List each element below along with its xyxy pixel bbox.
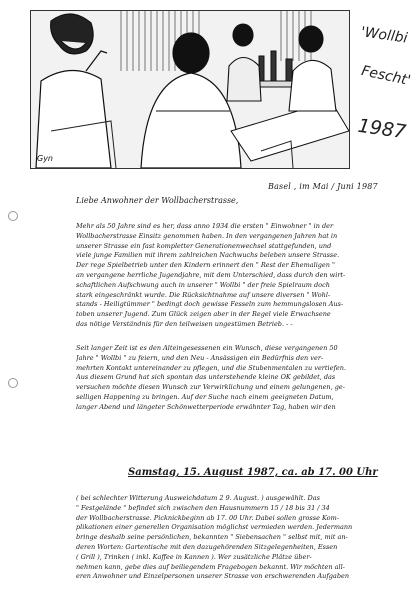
text-line: stark eingeschränkt wurde. Die Rücksichtnahme auf unsere diversen " Wohl- (76, 290, 331, 299)
text-line: Seit langer Zeit ist es den Alteingesessenen ein Wunsch, diese vergangenen 50 (76, 344, 338, 352)
salutation: Liebe Anwohner der Wollbacherstrasse, (76, 196, 239, 205)
event-date: Samstag, 15. August 1987, ca. ab 17. 00 Uhr (128, 467, 378, 478)
text-line: langer Abend und längeter Schönwetterperiode erwähnter Tag, haben wir den (76, 402, 336, 411)
handwritten-title-line1: 'Wollbi (359, 24, 409, 47)
text-line: stands - Heiligtümmer " bedingt doch gewisse Fesseln zum hemmungslosen Aus- (76, 300, 344, 309)
text-line: ( Grill ), Trinken ( inkl. Kaffee in Kannen ). Wer zusätzliche Plätze über- (76, 552, 312, 561)
handwritten-year: 1987 (356, 114, 408, 144)
text-line: Jahre " Wollbi " zu feiern, und den Neu - Ansässigen ein Bedürfnis den ver- (76, 353, 324, 362)
text-line: plikationen einer generellen Organisation möglichst vermieden werden. Jedermann (76, 523, 353, 532)
text-line: Mehr als 50 Jahre sind es her, dass anno 1934 die ersten " Einwohner " in der (76, 222, 334, 230)
text-line: mehrten Kontakt untereinander zu pflegen, und die Stubenmentalen zu vertiefen. (76, 363, 346, 372)
handwritten-title-line2: Fescht' (359, 63, 413, 90)
text-line: versuchen möchte diesen Wunsch zur Verwirklichung und einem gelungenen, ge- (76, 383, 345, 392)
text-line: Der rege Spielbetrieb unter den Kindern erinnert den " Rest der Ehemaligen " (76, 261, 336, 270)
text-line: nehmen kann, gebe dies auf beiliegendem Fragebogen bekannt. Wir möchten all- (76, 562, 345, 571)
illustration-signature: Gyn (37, 154, 54, 163)
text-line: an vergangene herrliche Jugendjahre, mit dem Unterschied, dass durch den wirt- (76, 270, 346, 279)
paragraph-details (76, 494, 394, 582)
text-line: " Festgelände " befindet sich zwischen den Hausnummern 15 / 18 bis 31 / 34 (76, 503, 330, 512)
text-line: toben unserer Jugend. Zum Glück zeigen aber in der Regel viele Erwachsene (76, 310, 331, 319)
text-line: selligen Happening zu bringen. Auf der Suche nach einem geeigneten Datum, (76, 392, 334, 401)
punch-hole-top (8, 211, 18, 221)
paragraph-history (76, 222, 394, 330)
paragraph-wish (76, 344, 394, 413)
text-line: Aus diesem Grund hat sich spontan das unterstehende kleine OK gebildet, das (76, 373, 336, 382)
text-line: schaftlichen Aufschwung auch in unserer " Wollbi " der freie Spielraum doch (76, 280, 330, 289)
text-line: der Wollbacherstrasse. Picknickbeginn ab 17. 00 Uhr. Dabei sollen grosse Kom- (76, 513, 339, 522)
text-line: deren Worten: Gartentische mit den dazugehörenden Sitzgelegenheiten, Essen (76, 542, 338, 551)
handwritten-title (343, 24, 419, 172)
party-scene-drawing (31, 11, 349, 168)
party-illustration (30, 10, 350, 169)
text-line: das nötige Verständnis für den teilweisen ungestümen Betrieb. - - (76, 319, 293, 328)
punch-hole-bottom (8, 378, 18, 388)
text-line: eren Anwohner und Einzelpersonen unserer Strasse von erschwerenden Aufgaben (76, 572, 350, 581)
text-line: Wollbacherstrasse Einsitz genommen haben. In den vergangenen Jahren hat in (76, 231, 338, 240)
text-line: ( bei schlechter Witterung Ausweichdatum 2 9. August. ) ausgewählt. Das (76, 494, 320, 502)
place-and-date: Basel , im Mai / Juni 1987 (268, 182, 378, 191)
text-line: unserer Strasse ein fast kompletter Generationenwechsel stattgefunden, und (76, 241, 332, 250)
text-line: viele junge Familien mit ihrem zahlreichen Nachwuchs beleben unsere Strasse. (76, 251, 340, 260)
text-line: bringe deshalb seine persönlichen, bekannten " Siebensachen " selbst mit, mit an- (76, 533, 348, 542)
